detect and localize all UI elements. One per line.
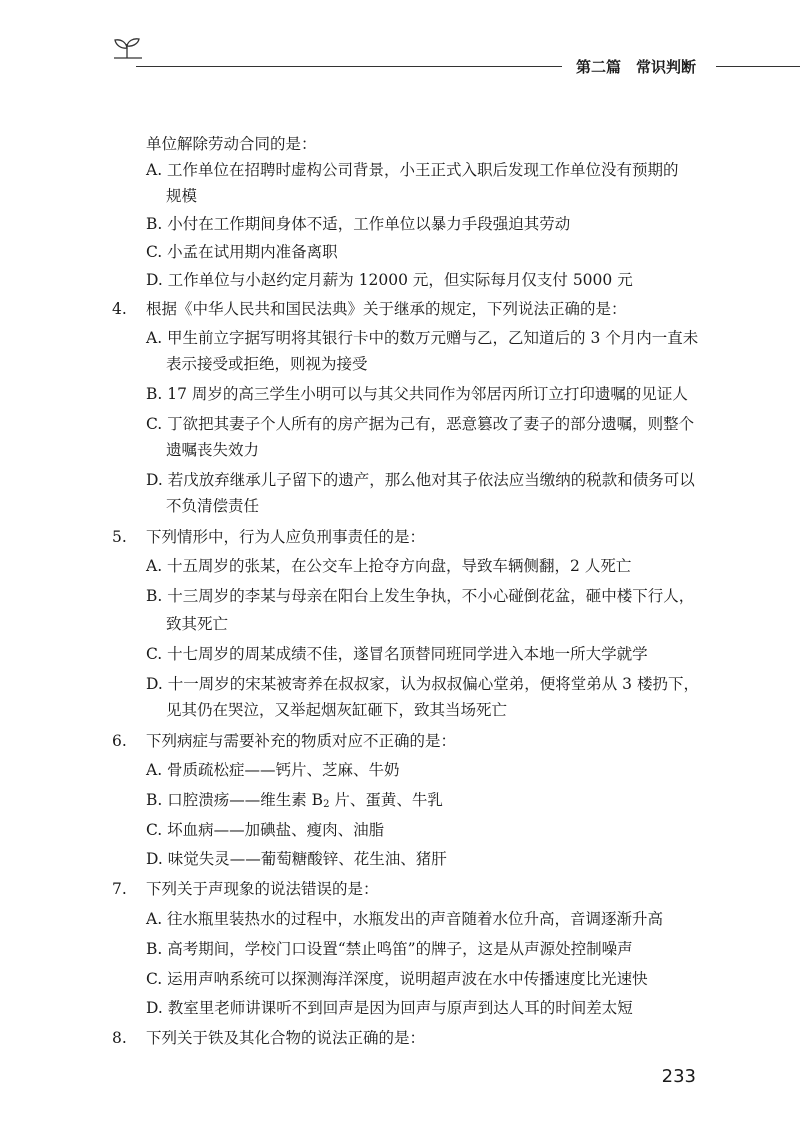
text-line: C. 运用声呐系统可以探测海洋深度，说明超声波在水中传播速度比光速快: [146, 970, 648, 988]
text-line: 不负清偿责任: [166, 497, 260, 515]
text-line: D. 十一周岁的宋某被寄养在叔叔家，认为叔叔偏心堂弟，便将堂弟从 3 楼扔下，: [146, 675, 699, 693]
text-line: D. 味觉失灵——葡萄糖酸锌、花生油、猪肝: [146, 850, 447, 868]
text-line: A. 工作单位在招聘时虚构公司背景，小王正式入职后发现工作单位没有预期的: [146, 161, 679, 179]
question-number: 6.: [112, 732, 127, 750]
text-line: A. 骨质疏松症——钙片、芝麻、牛奶: [146, 761, 400, 779]
text-line: 表示接受或拒绝，则视为接受: [166, 355, 368, 373]
text-line: C. 小孟在试用期内准备离职: [146, 243, 338, 261]
text-line: 单位解除劳动合同的是：: [146, 135, 317, 153]
question-number: 4.: [112, 300, 127, 318]
header-rule-right: [716, 66, 800, 67]
question-stem: 下列病症与需要补充的物质对应不正确的是：: [146, 732, 457, 750]
text-line: C. 坏血病——加碘盐、瘦肉、油脂: [146, 821, 385, 839]
text-line: A. 十五周岁的张某，在公交车上抢夺方向盘，导致车辆侧翻，2 人死亡: [146, 557, 632, 575]
text-line: 致其死亡: [166, 615, 229, 633]
page-number: 233: [661, 1066, 696, 1087]
text-line: 遗嘱丧失效力: [166, 441, 260, 459]
text-line: B. 17 周岁的高三学生小明可以与其父共同作为邻居丙所订立打印遗嘱的见证人: [146, 385, 688, 403]
question-number: 8.: [112, 1029, 127, 1047]
header-rule-left: [136, 66, 562, 67]
text-line: 规模: [166, 187, 198, 205]
question-stem: 下列情形中，行为人应负刑事责任的是：: [146, 528, 426, 546]
question-number: 5.: [112, 528, 127, 546]
sprout-icon: [112, 36, 142, 60]
page-header: [0, 36, 800, 76]
text-line: B. 十三周岁的李某与母亲在阳台上发生争执，不小心碰倒花盆，砸中楼下行人，: [146, 587, 695, 605]
text-line: B. 高考期间，学校门口设置“禁止鸣笛”的牌子，这是从声源处控制噪声: [146, 940, 633, 958]
text-line: A. 甲生前立字据写明将其银行卡中的数万元赠与乙，乙知道后的 3 个月内一直未: [146, 329, 699, 347]
subscript: 2: [323, 799, 330, 810]
text-line: D. 工作单位与小赵约定月薪为 12000 元，但实际每月仅支付 5000 元: [146, 271, 633, 289]
question-stem: 根据《中华人民共和国民法典》关于继承的规定，下列说法正确的是：: [146, 300, 627, 318]
question-stem: 下列关于声现象的说法错误的是：: [146, 880, 379, 898]
section-title: 第二篇 常识判断: [576, 58, 697, 76]
text-line: D. 若戊放弃继承儿子留下的遗产，那么他对其子依法应当缴纳的税款和债务可以: [146, 471, 695, 489]
question-stem: 下列关于铁及其化合物的说法正确的是：: [146, 1029, 426, 1047]
question-number: 7.: [112, 880, 127, 898]
text-line-rest: 片、蛋黄、牛乳: [329, 791, 443, 809]
text-line: D. 教室里老师讲课听不到回声是因为回声与原声到达人耳的时间差太短: [146, 999, 633, 1017]
text-line: A. 往水瓶里装热水的过程中，水瓶发出的声音随着水位升高，音调逐渐升高: [146, 910, 664, 928]
text-line: C. 丁欲把其妻子个人所有的房产据为己有，恶意篡改了妻子的部分遗嘱，则整个: [146, 415, 695, 433]
text-line: C. 十七周岁的周某成绩不佳，遂冒名顶替同班同学进入本地一所大学就学: [146, 645, 648, 663]
text-line: B. 小付在工作期间身体不适，工作单位以暴力手段强迫其劳动: [146, 215, 571, 233]
text-line: 见其仍在哭泣，又举起烟灰缸砸下，致其当场死亡: [166, 701, 508, 719]
text-line: B. 口腔溃疡——维生素 $B_2$ 片、蛋黄、牛乳: [146, 791, 443, 810]
